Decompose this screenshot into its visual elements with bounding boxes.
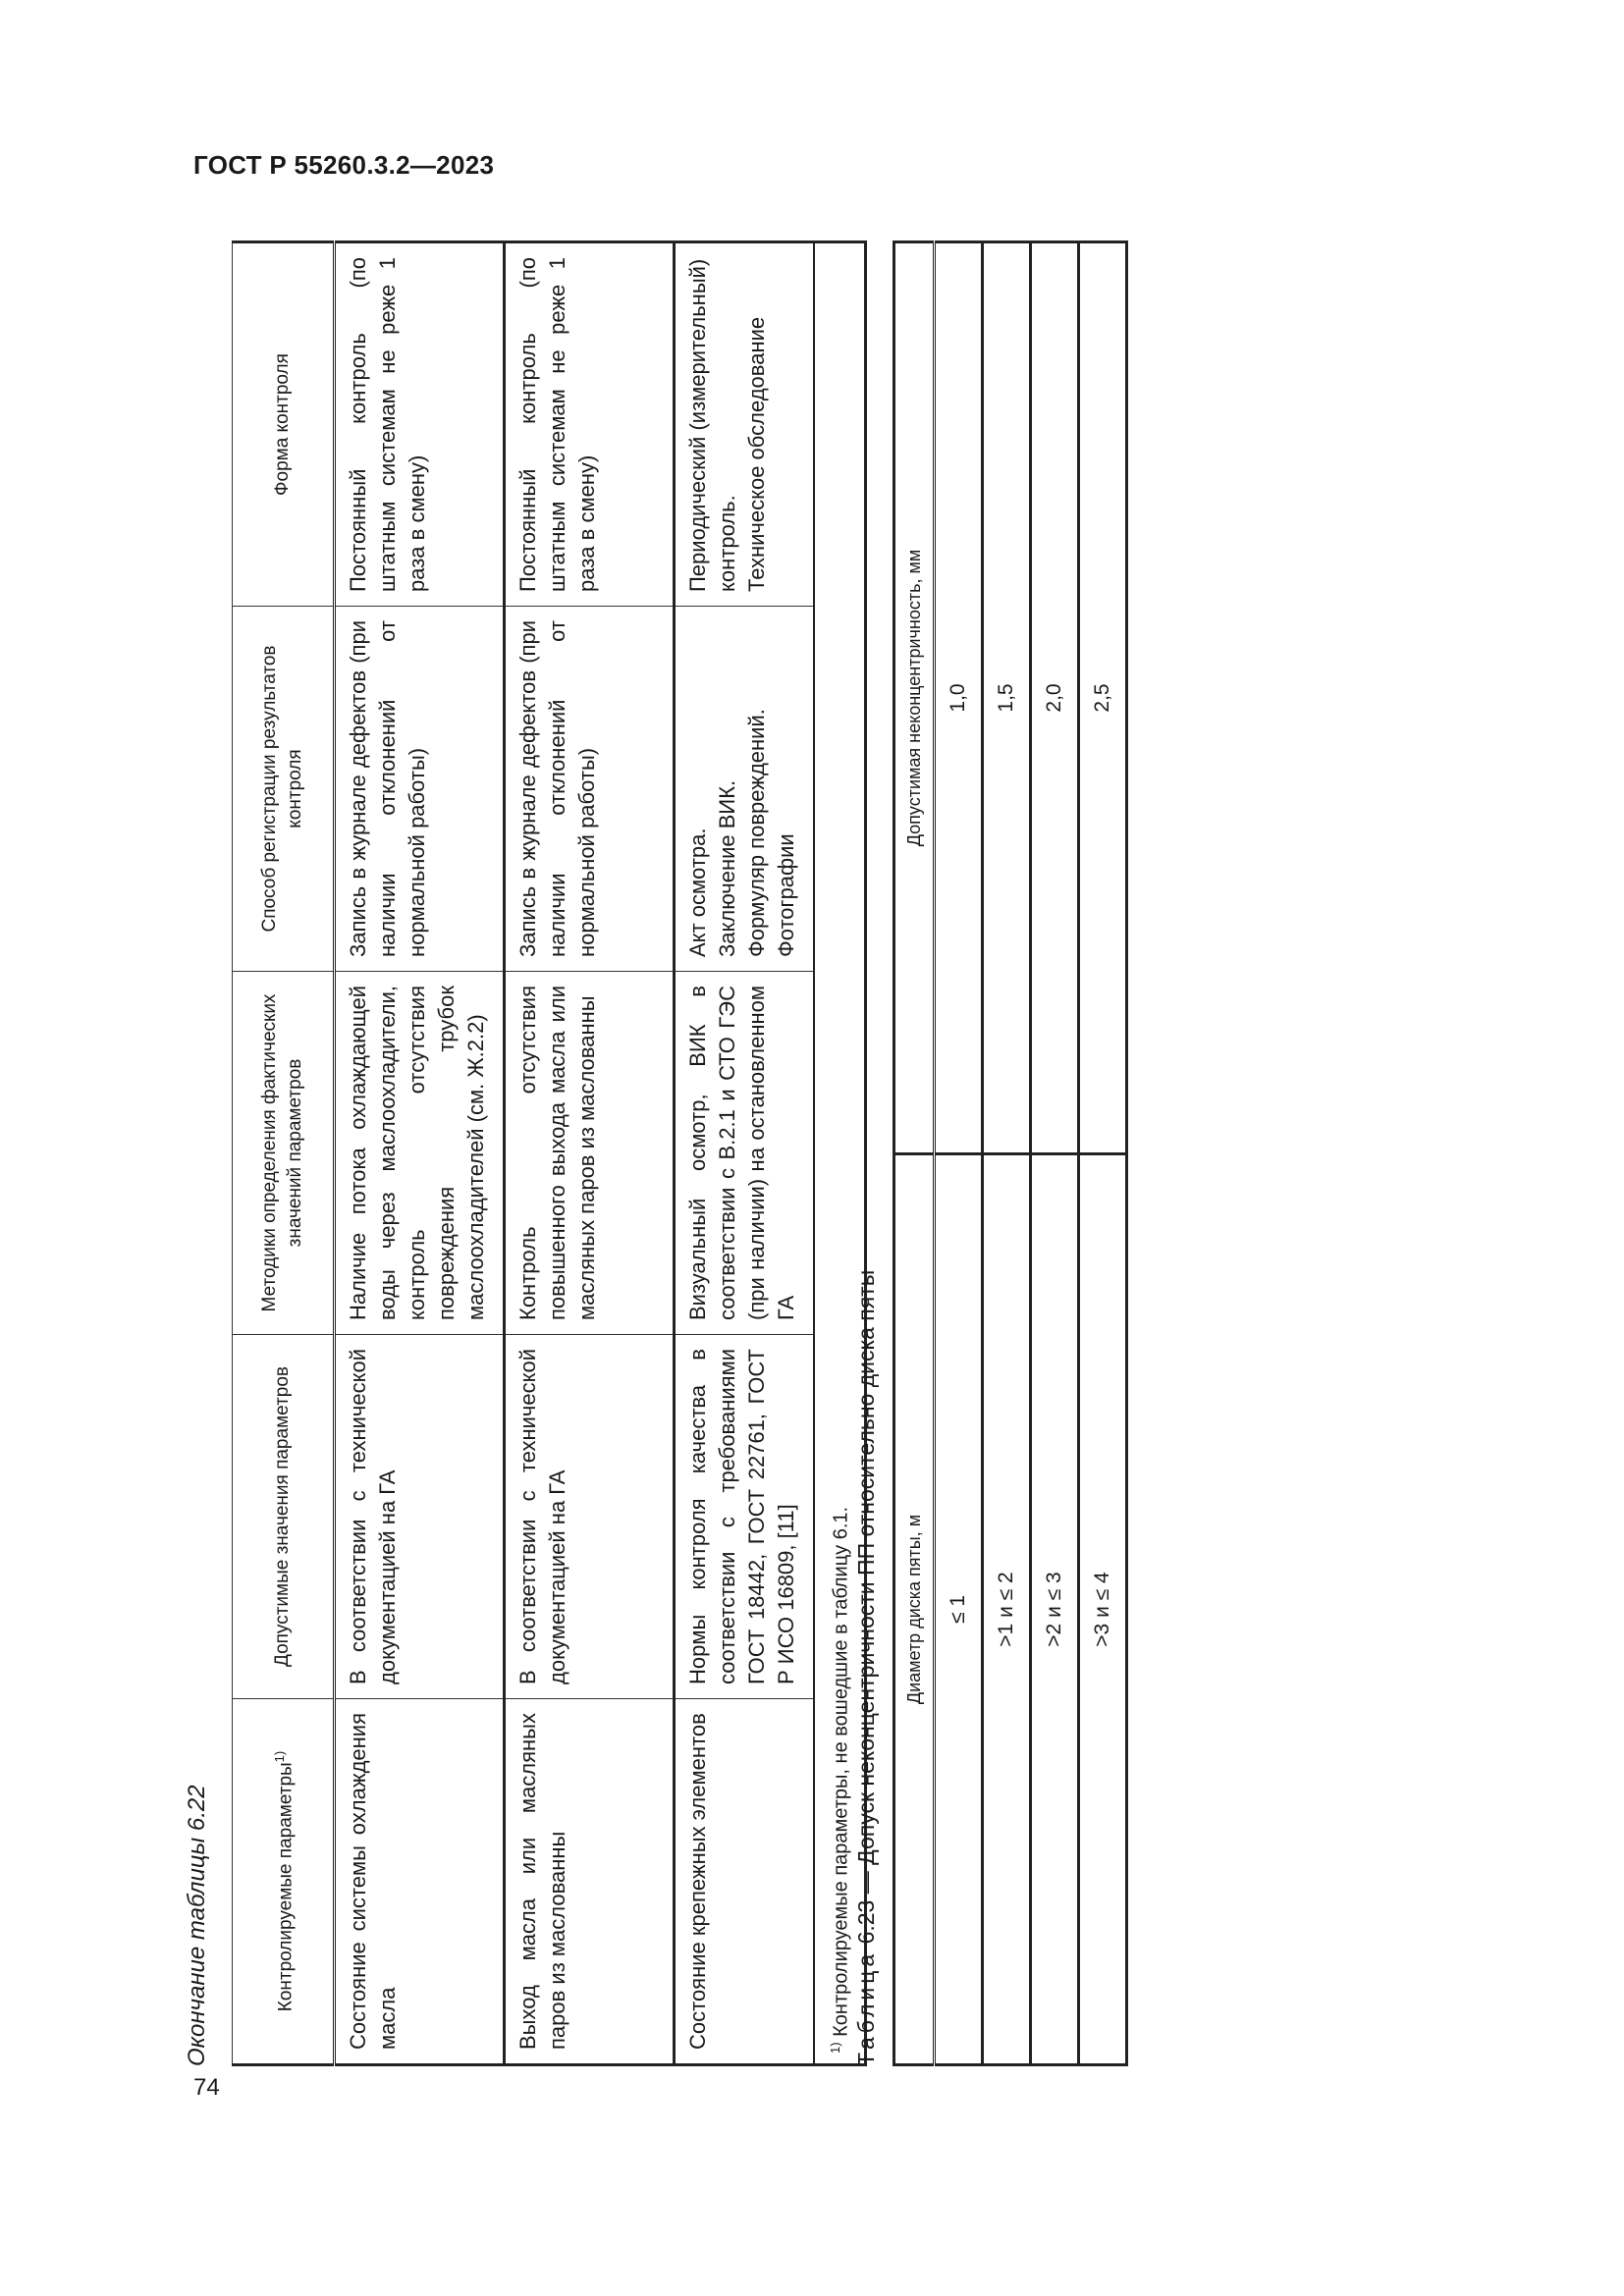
table-cell: Состояние крепежных элементов <box>675 1699 815 2065</box>
table-cell: Выход масла или масляных паров из маслованны <box>505 1699 675 2065</box>
rotated-content <box>179 240 1170 2066</box>
col-header-diameter: Диаметр диска пяты, м <box>894 1154 935 2065</box>
table-row <box>505 242 675 2065</box>
table-cell: ≤ 1 <box>935 1154 983 2065</box>
col-header-allowed: Допустимые значения параметров <box>233 1335 335 1699</box>
col-header-tolerance: Допустимая неконцентричность, мм <box>894 242 935 1154</box>
table-cell: Запись в журнале дефектов (при наличии отклонений от нормальной работы) <box>335 607 505 972</box>
table-cell: 2,0 <box>1031 242 1079 1154</box>
table-cell: 2,5 <box>1079 242 1127 1154</box>
table-cell: Контроль отсутствия повышенного выхода масла или масляных паров из маслованны <box>505 972 675 1335</box>
table-6-22-caption: Окончание таблицы 6.22 <box>184 1785 210 2066</box>
table-row <box>935 242 983 2065</box>
table-row <box>675 242 815 2065</box>
table-row <box>1079 242 1127 2065</box>
table-footnote: $^{1)}$ Контролируемые параметры, не вошедшие в таблицу 6.1. <box>814 242 866 2065</box>
table-cell: В соответствии с технической документацией на ГА <box>505 1335 675 1699</box>
table-cell: Постоянный контроль (по штатным системам не реже 1 раза в смену) <box>505 242 675 607</box>
table-cell: Акт осмотра. Заключение ВИК. Формуляр повреждений. Фотографии <box>675 607 815 972</box>
col-header-methods: Методики определения фактических значений параметров <box>233 972 335 1335</box>
table-6-22 <box>232 240 867 2066</box>
table-row <box>983 242 1031 2065</box>
table-cell: Наличие потока охлаждающей воды через маслоохладители, контроль отсутствия повреждения трубок маслоохладителей (см. Ж.2.2) <box>335 972 505 1335</box>
table-cell: Периодический (измерительный) контроль. Техническое обследование <box>675 242 815 607</box>
document-header: ГОСТ Р 55260.3.2—2023 <box>193 150 495 180</box>
table-cell: Постоянный контроль (по штатным системам не реже 1 раза в смену) <box>335 242 505 607</box>
table-cell: 1,5 <box>983 242 1031 1154</box>
table-cell: Визуальный осмотр, ВИК в соответствии с В.2.1 и СТО ГЭС (при наличии) на остановленном ГА <box>675 972 815 1335</box>
col-header-form: Форма контроля <box>233 242 335 607</box>
table-cell: >3 и ≤ 4 <box>1079 1154 1127 2065</box>
table-6-23 <box>893 240 1128 2066</box>
table-cell: >1 и ≤ 2 <box>983 1154 1031 2065</box>
table-cell: >2 и ≤ 3 <box>1031 1154 1079 2065</box>
table-cell: 1,0 <box>935 242 983 1154</box>
col-header-params: Контролируемые параметры$^{1)}$ <box>233 1699 335 2065</box>
table-cell: Нормы контроля качества в соответствии с требованиями ГОСТ 18442, ГОСТ 22761, ГОСТ Р ИСО 16809, [11] <box>675 1335 815 1699</box>
table-cell: В соответствии с технической документацией на ГА <box>335 1335 505 1699</box>
table-cell: Состояние системы охлаждения масла <box>335 1699 505 2065</box>
table-row <box>335 242 505 2065</box>
table-cell: Запись в журнале дефектов (при наличии отклонений от нормальной работы) <box>505 607 675 972</box>
table-header-row <box>894 242 935 2065</box>
page-number: 74 <box>193 2074 220 2101</box>
table-row <box>1031 242 1079 2065</box>
table-6-23-caption: Таблица 6.23 — Допуск неконцентричности ПП относительно диска пяты <box>853 1269 879 2066</box>
col-header-registration: Способ регистрации результатов контроля <box>233 607 335 972</box>
table-header-row <box>233 242 335 2065</box>
